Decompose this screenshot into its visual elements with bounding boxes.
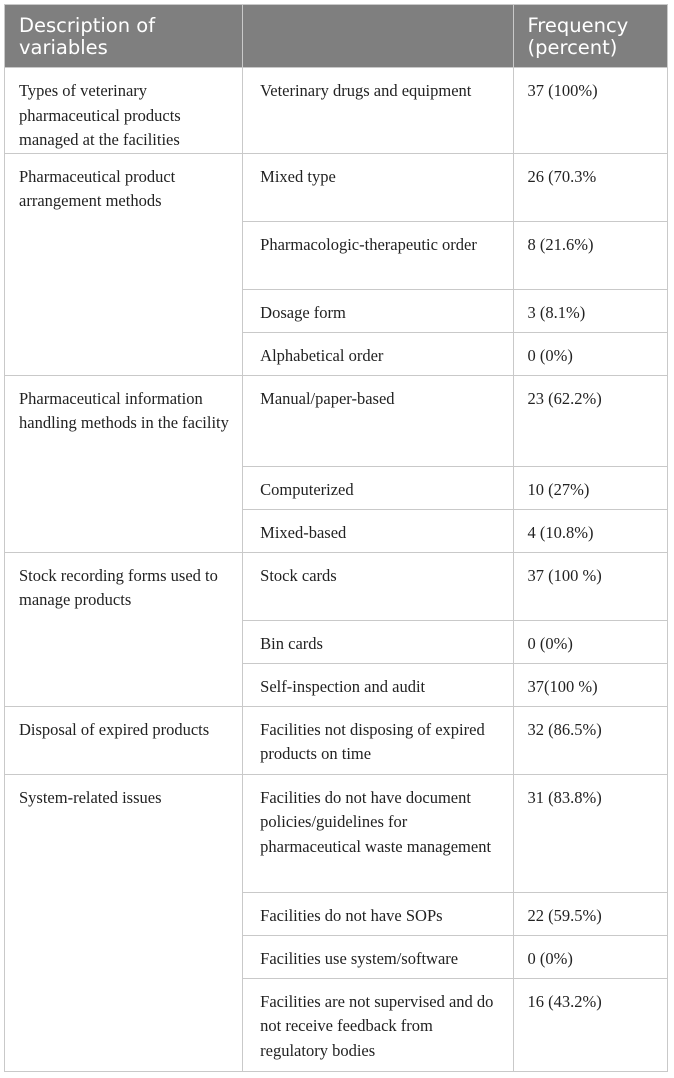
item-description: Facilities are not supervised and do not receive feedback from regulatory bodies (243, 978, 513, 1071)
item-description: Pharmacologic-therapeutic order (243, 221, 513, 289)
group-label: Disposal of expired products (5, 706, 243, 774)
item-frequency: 31 (83.8%) (513, 774, 668, 892)
item-frequency: 4 (10.8%) (513, 509, 668, 552)
item-frequency: 23 (62.2%) (513, 375, 668, 466)
group-label: Pharmaceutical information handling methods in the facility (5, 375, 243, 552)
item-frequency: 0 (0%) (513, 935, 668, 978)
item-description: Alphabetical order (243, 332, 513, 375)
item-description: Bin cards (243, 620, 513, 663)
item-description: Mixed-based (243, 509, 513, 552)
item-description: Veterinary drugs and equipment (243, 68, 513, 154)
item-description: Computerized (243, 466, 513, 509)
group-label: Pharmaceutical product arrangement methods (5, 153, 243, 375)
table-row (5, 774, 668, 892)
item-frequency: 8 (21.6%) (513, 221, 668, 289)
table-row (5, 153, 668, 221)
item-frequency: 22 (59.5%) (513, 892, 668, 935)
item-frequency: 37 (100 %) (513, 552, 668, 620)
item-frequency: 0 (0%) (513, 620, 668, 663)
item-frequency: 32 (86.5%) (513, 706, 668, 774)
item-description: Mixed type (243, 153, 513, 221)
table-row (5, 375, 668, 466)
item-frequency: 37(100 %) (513, 663, 668, 706)
item-frequency: 0 (0%) (513, 332, 668, 375)
table-row (5, 68, 668, 154)
item-description: Manual/paper-based (243, 375, 513, 466)
header-blank (243, 5, 513, 68)
item-description: Facilities use system/software (243, 935, 513, 978)
group-label: System-related issues (5, 774, 243, 1071)
group-label: Types of veterinary pharmaceutical products managed at the facilities (5, 68, 243, 154)
group-label: Stock recording forms used to manage products (5, 552, 243, 706)
item-frequency: 3 (8.1%) (513, 289, 668, 332)
item-description: Facilities do not have document policies/guidelines for pharmaceutical waste management (243, 774, 513, 892)
item-description: Dosage form (243, 289, 513, 332)
table-row (5, 706, 668, 774)
item-description: Facilities do not have SOPs (243, 892, 513, 935)
frequency-table (4, 4, 668, 1072)
item-frequency: 10 (27%) (513, 466, 668, 509)
item-frequency: 16 (43.2%) (513, 978, 668, 1071)
table-header-row (5, 5, 668, 68)
item-frequency: 26 (70.3% (513, 153, 668, 221)
header-description: Description of variables (5, 5, 243, 68)
item-description: Self-inspection and audit (243, 663, 513, 706)
header-frequency: Frequency (percent) (513, 5, 668, 68)
table-row (5, 552, 668, 620)
item-description: Facilities not disposing of expired products on time (243, 706, 513, 774)
item-description: Stock cards (243, 552, 513, 620)
item-frequency: 37 (100%) (513, 68, 668, 154)
